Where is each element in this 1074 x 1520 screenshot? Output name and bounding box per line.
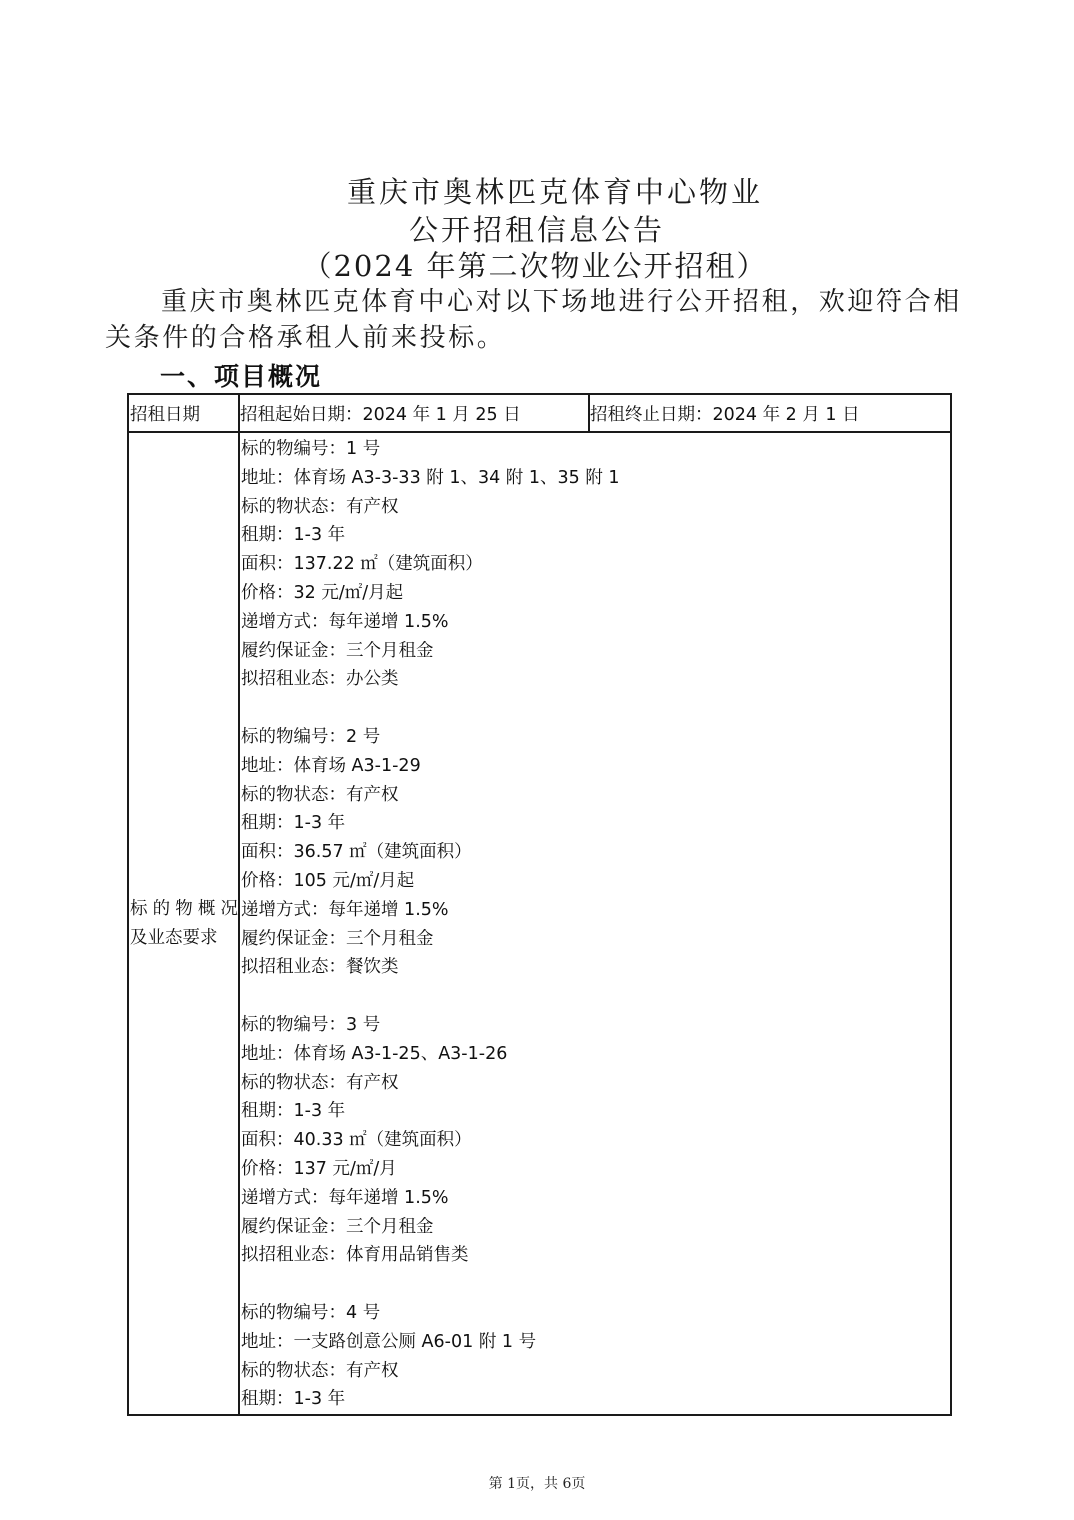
property-deposit: 履约保证金：三个月租金 [241, 928, 434, 949]
spacer [241, 1270, 950, 1299]
property-address: 地址：体育场 A3-3-33 附 1、34 附 1、35 附 1 [241, 467, 620, 488]
rental-start-date-text: 招租起始日期：2024 年 1 月 25 日 [240, 404, 521, 425]
section-heading-overview: 一、项目概况 [160, 362, 323, 391]
property-number: 标的物编号：3 号 [241, 1014, 381, 1035]
property-deposit: 履约保证金：三个月租金 [241, 1216, 434, 1237]
property-term: 租期：1-3 年 [241, 1101, 346, 1122]
rental-end-date [589, 394, 951, 432]
property-address: 地址：体育场 A3-1-25、A3-1-26 [241, 1043, 508, 1064]
property-term: 租期：1-3 年 [241, 1389, 346, 1410]
page-footer: 第 1页，共 6页 [488, 1476, 586, 1492]
property-increase: 递增方式：每年递增 1.5% [241, 899, 449, 920]
property-term: 租期：1-3 年 [241, 813, 346, 834]
document-title-line-2: 公开招租信息公告 [408, 213, 665, 247]
property-item-2 [241, 723, 950, 982]
property-address: 地址：一支路创意公厕 A6-01 附 1 号 [241, 1331, 537, 1352]
property-item-3 [241, 1011, 950, 1270]
property-deposit: 履约保证金：三个月租金 [241, 640, 434, 661]
property-term: 租期：1-3 年 [241, 525, 346, 546]
property-price: 价格：32 元/㎡/月起 [241, 582, 404, 603]
property-price: 价格：137 元/㎡/月 [241, 1158, 397, 1179]
property-price: 价格：105 元/㎡/月起 [241, 870, 415, 891]
rental-start-date [239, 394, 589, 432]
property-number: 标的物编号：4 号 [241, 1302, 381, 1323]
property-number: 标的物编号：2 号 [241, 726, 381, 747]
property-status: 标的物状态：有产权 [241, 496, 399, 517]
property-business-type: 拟招租业态：体育用品销售类 [241, 1245, 469, 1266]
table-row-property-details [128, 432, 951, 1415]
property-item-4 [241, 1299, 950, 1414]
document-title-line-1: 重庆市奥林匹克体育中心物业 [346, 175, 763, 209]
property-increase: 递增方式：每年递增 1.5% [241, 611, 449, 632]
project-overview-table [127, 393, 952, 1416]
table-row-rental-dates [128, 394, 951, 432]
property-details-label-line-1: 标的物概况 [130, 898, 238, 919]
property-area: 面积：36.57 ㎡（建筑面积） [241, 842, 472, 863]
rental-date-label [128, 394, 239, 432]
property-business-type: 拟招租业态：餐饮类 [241, 957, 399, 978]
property-item-1 [241, 435, 950, 694]
property-status: 标的物状态：有产权 [241, 784, 399, 805]
property-increase: 递增方式：每年递增 1.5% [241, 1187, 449, 1208]
property-status: 标的物状态：有产权 [241, 1072, 399, 1093]
spacer [241, 694, 950, 723]
spacer [241, 982, 950, 1011]
property-details-label [128, 432, 239, 1415]
property-details-label-line-2: 及业态要求 [130, 927, 218, 948]
property-area: 面积：137.22 ㎡（建筑面积） [241, 554, 483, 575]
property-address: 地址：体育场 A3-1-29 [241, 755, 421, 776]
document-title-line-3: （2024 年第二次物业公开招租） [302, 249, 768, 283]
property-status: 标的物状态：有产权 [241, 1360, 399, 1381]
property-details-content [239, 432, 951, 1415]
property-business-type: 拟招租业态：办公类 [241, 669, 399, 690]
property-number: 标的物编号：1 号 [241, 439, 381, 459]
property-area: 面积：40.33 ㎡（建筑面积） [241, 1130, 472, 1151]
rental-end-date-text: 招租终止日期：2024 年 2 月 1 日 [590, 404, 860, 425]
intro-paragraph: 重庆市奥林匹克体育中心对以下场地进行公开招租，欢迎符合相关条件的合格承租人前来投标。 [105, 287, 962, 353]
rental-date-label-text: 招租日期 [130, 404, 200, 425]
